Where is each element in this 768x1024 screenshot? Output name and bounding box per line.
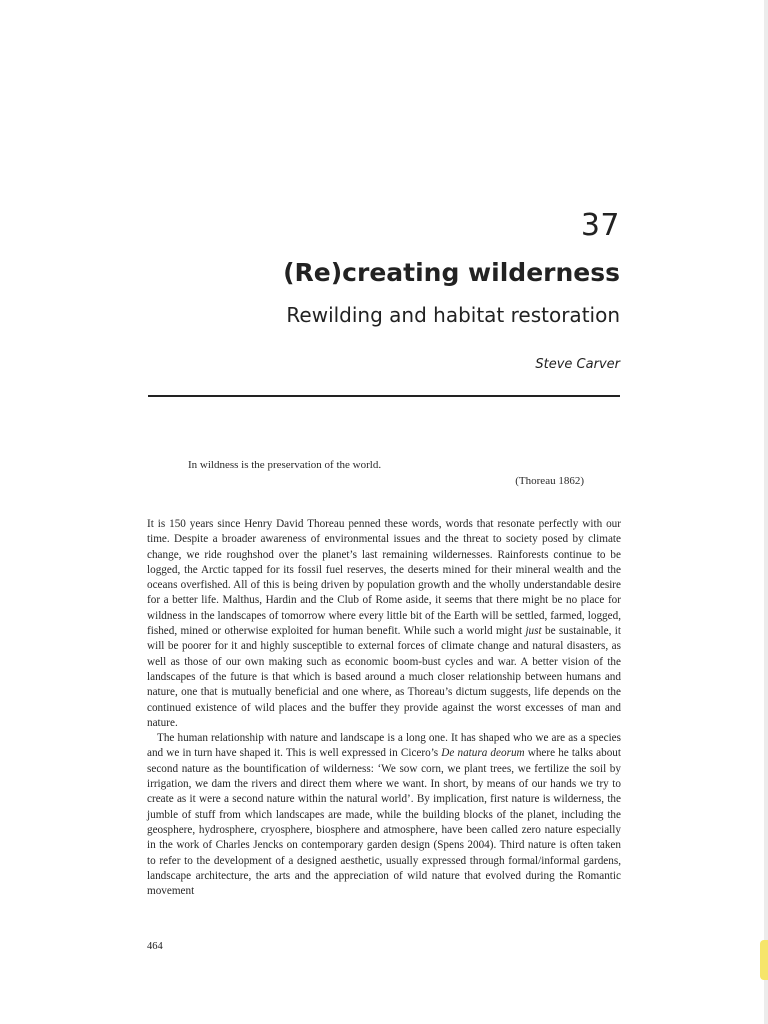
title-divider (148, 395, 620, 397)
paragraph-2-text: The human relationship with nature and landscape is a long one. It has shaped who we are as a species and we in turn have shaped it. This is well expressed in Cicero’s (147, 732, 621, 760)
highlighter-mark (760, 940, 768, 980)
chapter-subtitle: Rewilding and habitat restoration (286, 303, 620, 327)
paragraph-1-text: It is 150 years since Henry David Thoreau penned these words, words that resonate perfectly with our time. Despite a broader awareness of environmental issues and the threat to society posed by climate change, we ride roughshod over the planet’s last remaining wildernesses. Rainforests continue to be logged, the Arctic tapped for its fossil fuel reserves, the deserts mined for their mineral wealth and the oceans overfished. All of this is being driven by population growth and the wholly understandable desire for a better life. Malthus, Hardin and the Club of Rome aside, it seems that there might be no place for wildness in the landscapes of tomorrow where every little bit of the Earth will be settled, farmed, logged, fished, mined or otherwise exploited for human benefit. While such a world might (147, 518, 621, 638)
epigraph-quote: In wildness is the preservation of the world. (188, 459, 382, 471)
body-paragraph-2 (147, 731, 621, 899)
epigraph-citation: (Thoreau 1862) (515, 475, 584, 487)
paragraph-2-emphasis: De natura deorum (441, 747, 525, 760)
body-paragraph-1 (147, 517, 621, 731)
paragraph-1-emphasis: just (525, 625, 542, 638)
epigraph (188, 459, 584, 487)
chapter-title: (Re)creating wilderness (283, 258, 620, 287)
chapter-author: Steve Carver (535, 357, 620, 372)
body-text (147, 517, 621, 899)
paragraph-1-text-continued: be sustainable, it will be poorer for it and highly susceptible to external forces of climate change and natural disasters, as well as those of our own making such as economic boom-bust cycles and war. A better vision of the landscapes of the future is that which is based around a much closer relationship between humans and nature, one that is mutually beneficial and one where, as Thoreau’s dictum suggests, life depends on the continued existence of wild places and the buffer they provide against the worst excesses of man and nature. (147, 625, 621, 729)
chapter-number: 37 (580, 208, 620, 243)
page-number: 464 (147, 941, 163, 952)
page-edge-shadow (764, 0, 768, 1024)
paragraph-2-text-continued: where he talks about second nature as the bountification of wilderness: ‘We sow corn, we plant trees, we fertilize the soil by irrigation, we dam the rivers and direct them where we want. In short, by means of our hands we try to create as it were a second nature within the natural world’. By implication, first nature is wilderness, the jumble of stuff from which landscapes are made, while the building blocks of the planet, including the geosphere, hydrosphere, cryosphere, biosphere and atmosphere, have been called zero nature especially in the work of Charles Jencks on contemporary garden design (Spens 2004). Third nature is often taken to refer to the development of a designed aesthetic, usually expressed through formal/informal gardens, landscape architecture, the arts and the appreciation of wild nature that evolved during the Romantic movement (147, 747, 622, 898)
